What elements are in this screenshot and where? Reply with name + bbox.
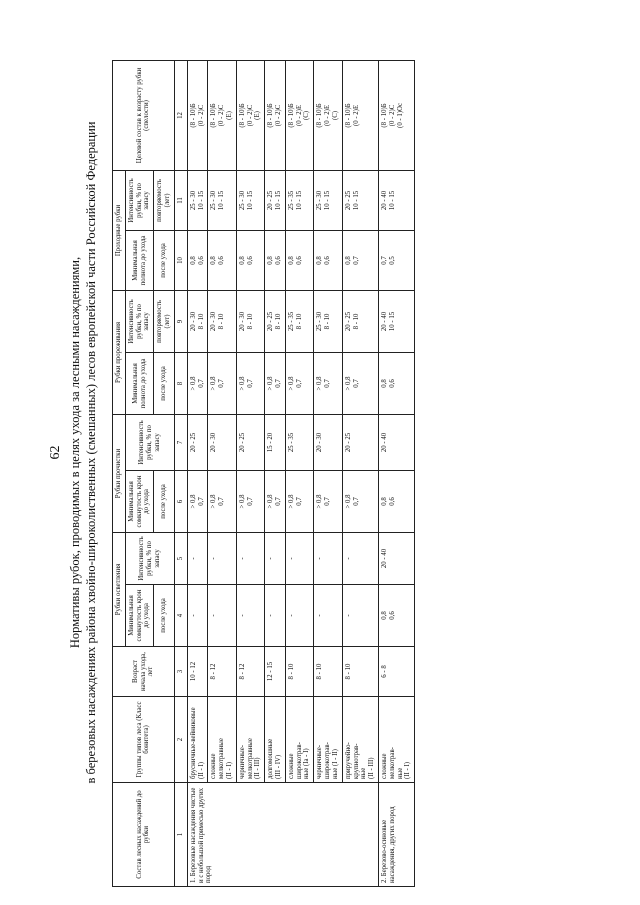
cell-age: 8 - 12 — [236, 647, 264, 697]
cell-age: 10 - 12 — [187, 647, 208, 697]
cell-c11: 20 - 25 10 - 15 — [265, 170, 286, 230]
cell-c6: > 0,8 0,7 — [236, 470, 264, 532]
cell-c12: (8 - 10)Б (0 - 2)Е (С) — [314, 60, 342, 170]
header-min-density: Минимальная сомкнутость крон до ухода — [125, 585, 153, 647]
cell-c5: 20 - 40 — [378, 532, 414, 584]
cell-c6: > 0,8 0,7 — [285, 470, 313, 532]
cell-c8: > 0,8 0,7 — [265, 352, 286, 414]
cell-c7: 25 - 35 — [285, 414, 313, 470]
cell-c4: 0,8 0,6 — [378, 585, 414, 647]
cell-c8: > 0,8 0,7 — [314, 352, 342, 414]
cell-age: 8 - 10 — [285, 647, 313, 697]
cell-age: 6 - 8 — [378, 647, 414, 697]
cell-c7: 20 - 25 — [342, 414, 378, 470]
column-number: 11 — [174, 170, 187, 230]
header-after-care: после ухода — [154, 585, 175, 647]
cell-c10: 0,8 0,6 — [187, 230, 208, 290]
cell-c7: 20 - 30 — [314, 414, 342, 470]
cell-group: сложные мелкотравные (II - I) — [208, 697, 236, 783]
cell-c5: - — [236, 532, 264, 584]
norms-table — [112, 60, 415, 887]
header-after-care: после ухода — [154, 470, 175, 532]
cell-c12: (8 - 10)Б (0 - 2)С — [187, 60, 208, 170]
cell-c8: > 0,8 0,7 — [342, 352, 378, 414]
cell-c4: - — [314, 585, 342, 647]
column-number: 7 — [174, 414, 187, 470]
cell-c6: > 0,8 0,7 — [265, 470, 286, 532]
header-intensity: Интенсивность рубки, % по запасу — [125, 170, 153, 230]
header-composition: Состав лесных насаждений до рубки — [113, 783, 175, 887]
cell-c9: 25 - 30 8 - 10 — [314, 290, 342, 352]
header-thinning: Рубки прореживания — [113, 290, 126, 414]
column-number: 1 — [174, 783, 187, 887]
cell-c10: 0,8 0,6 — [236, 230, 264, 290]
column-number: 5 — [174, 532, 187, 584]
cell-c9: 20 - 30 8 - 10 — [236, 290, 264, 352]
cell-composition: 2. Березово-осиновые насаждения, других пород — [378, 783, 414, 887]
cell-group: долгомошные (III - IV) — [265, 697, 286, 783]
header-groups: Группы типов леса (Класс бонитета) — [113, 697, 175, 783]
cell-c12: (8 - 10)Б (0 - 2)С (0 - 1)Ос — [378, 60, 414, 170]
cell-c10: 0,8 0,6 — [265, 230, 286, 290]
header-intensity: Интенсивность рубки, % по запасу — [125, 414, 174, 470]
cell-c4: - — [285, 585, 313, 647]
header-min-fullness: Минимальная полнота до ухода — [125, 352, 153, 414]
header-target: Целевой состав к возрасту рубки (спелости) — [113, 60, 175, 170]
cell-c11: 25 - 30 10 - 15 — [208, 170, 236, 230]
cell-c8: > 0,8 0,7 — [236, 352, 264, 414]
cell-group: брусничные-вейниковые (II - I) — [187, 697, 208, 783]
cell-c7: 20 - 40 — [378, 414, 414, 470]
page-number: 62 — [48, 445, 63, 460]
cell-c12: (8 - 10)Б (0 - 2)С — [265, 60, 286, 170]
cell-c6: 0,8 0,6 — [378, 470, 414, 532]
cell-c5: - — [187, 532, 208, 584]
header-after-care: после ухода — [154, 230, 175, 290]
header-intensity: Интенсивность рубки, % по запасу — [125, 532, 174, 584]
cell-age: 8 - 12 — [208, 647, 236, 697]
table-row — [342, 60, 378, 886]
column-number: 4 — [174, 585, 187, 647]
cell-c9: 25 - 35 8 - 10 — [285, 290, 313, 352]
cell-age: 12 - 15 — [265, 647, 286, 697]
cell-c4: - — [187, 585, 208, 647]
cell-c12: (8 - 10)Б (0 - 2)Е (С) — [285, 60, 313, 170]
column-number: 12 — [174, 60, 187, 170]
cell-group: сложные широкотрав- ные (Ia - I) — [285, 697, 313, 783]
cell-c7: 15 - 20 — [265, 414, 286, 470]
cell-c9: 20 - 25 8 - 10 — [342, 290, 378, 352]
cell-c10: 0,8 0,7 — [342, 230, 378, 290]
cell-c5: - — [208, 532, 236, 584]
table-row — [285, 60, 313, 886]
cell-composition: 1. Березовые насаждения чистые и с небольшой примесью других пород — [187, 783, 378, 887]
column-number: 10 — [174, 230, 187, 290]
cell-c6: > 0,8 0,7 — [208, 470, 236, 532]
cell-c10: 0,8 0,6 — [285, 230, 313, 290]
cell-group: черничные- широкотрав- ные (I - II) — [314, 697, 342, 783]
cell-age: 8 - 10 — [342, 647, 378, 697]
cell-c5: - — [285, 532, 313, 584]
cell-c12: (8 - 10)Б (0 - 2)С (Е) — [236, 60, 264, 170]
title-line-2: в березовых насаждениях района хвойно-широколиственных (смешанных) лесов европейской части Российской Федерации — [84, 121, 98, 784]
header-clarification: Рубки осветления — [113, 532, 126, 646]
cell-c6: > 0,8 0,7 — [314, 470, 342, 532]
table-row — [236, 60, 264, 886]
cell-c8: 0,8 0,6 — [378, 352, 414, 414]
cell-c7: 20 - 25 — [236, 414, 264, 470]
table-row — [378, 60, 414, 886]
header-min-fullness: Минимальная полнота до ухода — [125, 230, 153, 290]
header-intensity: Интенсивность рубки, % по запасу — [125, 290, 153, 352]
header-after-care: после ухода — [154, 352, 175, 414]
cell-c10: 0,8 0,6 — [208, 230, 236, 290]
header-min-density: Минимальная сомкнутость крон до ухода — [125, 470, 153, 532]
column-number-row — [174, 60, 187, 886]
column-number: 3 — [174, 647, 187, 697]
cell-c11: 25 - 30 10 - 15 — [314, 170, 342, 230]
header-passing: Проходные рубки — [113, 170, 126, 290]
cell-group: приручейно- крупнотрав- ные (II - III) — [342, 697, 378, 783]
cell-c9: 20 - 40 10 - 15 — [378, 290, 414, 352]
cell-c9: 20 - 30 8 - 10 — [208, 290, 236, 352]
cell-c8: > 0,8 0,7 — [187, 352, 208, 414]
table-body — [187, 60, 415, 886]
cell-c5: - — [265, 532, 286, 584]
cell-c11: 25 - 35 10 - 15 — [285, 170, 313, 230]
column-number: 9 — [174, 290, 187, 352]
header-repeat: повторяемость (лет) — [154, 290, 175, 352]
cell-c10: 0,8 0,6 — [314, 230, 342, 290]
cell-c8: > 0,8 0,7 — [285, 352, 313, 414]
cell-c11: 25 - 30 10 - 15 — [236, 170, 264, 230]
cell-c4: - — [208, 585, 236, 647]
header-cleaning: Рубки прочистки — [113, 414, 126, 532]
cell-c11: 20 - 25 10 - 15 — [342, 170, 378, 230]
title-line-1: Нормативы рубок, проводимых в целях ухода за лесными насаждениями, — [68, 256, 82, 649]
cell-c6: > 0,8 0,7 — [342, 470, 378, 532]
column-number: 8 — [174, 352, 187, 414]
cell-group: сложные мелкотрав- ные (II - I) — [378, 697, 414, 783]
cell-group: черничные- мелкотравные (II - III) — [236, 697, 264, 783]
cell-age: 8 - 10 — [314, 647, 342, 697]
table-row — [208, 60, 236, 886]
cell-c11: 25 - 30 10 - 15 — [187, 170, 208, 230]
table-row — [187, 60, 208, 886]
cell-c7: 20 - 30 — [208, 414, 236, 470]
column-number: 2 — [174, 697, 187, 783]
header-age: Возраст начала ухода, лет — [113, 647, 175, 697]
cell-c5: - — [314, 532, 342, 584]
cell-c12: (8 - 10)Б (0 - 2)С (Е) — [208, 60, 236, 170]
cell-c8: > 0,8 0,7 — [208, 352, 236, 414]
table-row — [314, 60, 342, 886]
column-number: 6 — [174, 470, 187, 532]
cell-c9: 20 - 30 8 - 10 — [187, 290, 208, 352]
cell-c7: 20 - 25 — [187, 414, 208, 470]
cell-c10: 0,7 0,5 — [378, 230, 414, 290]
cell-c6: > 0,8 0,7 — [187, 470, 208, 532]
cell-c4: - — [265, 585, 286, 647]
cell-c11: 20 - 40 10 - 15 — [378, 170, 414, 230]
cell-c4: - — [236, 585, 264, 647]
cell-c4: - — [342, 585, 378, 647]
table-row — [265, 60, 286, 886]
cell-c9: 20 - 25 8 - 10 — [265, 290, 286, 352]
header-repeat: повторяемость (лет) — [154, 170, 175, 230]
cell-c5: - — [342, 532, 378, 584]
cell-c12: (8 - 10)Б (0 - 2)Е — [342, 60, 378, 170]
